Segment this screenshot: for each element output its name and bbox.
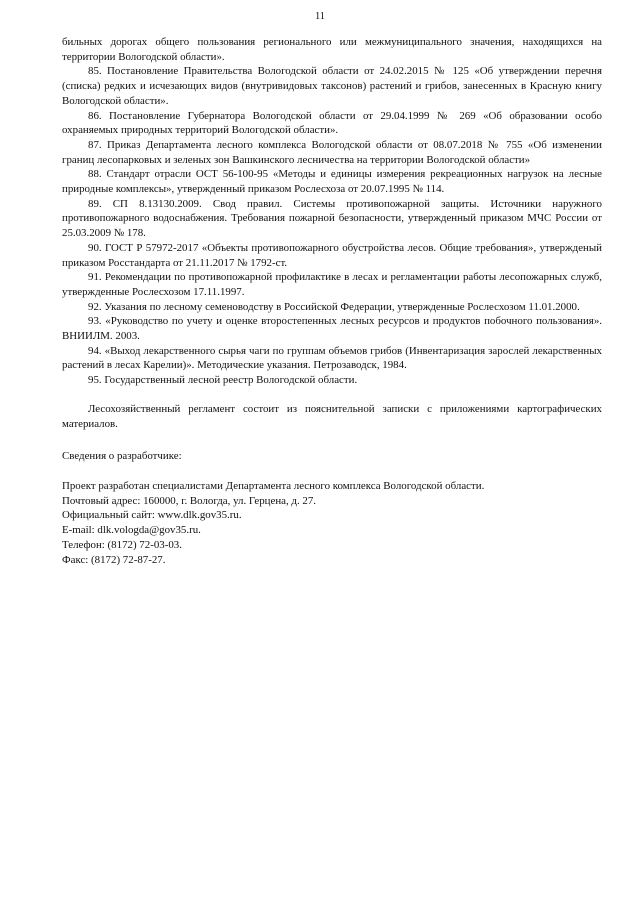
reference-item-88: 88. Стандарт отрасли ОСТ 56-100-95 «Методы и единицы измерения рекреационных нагрузок на лесные природные комплексы», утвержденный приказом Рослесхоза от 20.07.1995 № 114. xyxy=(62,168,602,196)
developer-fax: Факс: (8172) 72-87-27. xyxy=(62,553,166,566)
developer-details xyxy=(62,479,602,567)
reference-item-90: 90. ГОСТ Р 57972-2017 «Объекты противопожарного обустройства лесов. Общие требования», утвержденый приказом Росстандарта от 21.11.2017 № 1792-ст. xyxy=(62,241,602,269)
reference-item-94: 94. «Выход лекарственного сырья чаги по группам объемов грибов (Инвентаризация зарослей лекарственных растений в лесах Карелии)». Методические указания. Петрозаводск, 1984. xyxy=(62,344,602,372)
reference-item-87: 87. Приказ Департамента лесного комплекса Вологодской области от 08.07.2018 № 755 «Об изменении границ лесопарковых и зеленых зон Вашкинского лесничества на территории Вологодской области» xyxy=(62,138,602,166)
reference-item-92: 92. Указания по лесному семеноводству в Российской Федерации, утвержденные Рослесхозом 11.01.2000. xyxy=(88,300,580,313)
developer-heading: Сведения о разработчике: xyxy=(62,450,182,463)
reference-item-86: 86. Постановление Губернатора Вологодской области от 29.04.1999 № 269 «Об образовании особо охраняемых природных территорий Вологодской области». xyxy=(62,109,602,137)
reference-item-91: 91. Рекомендации по противопожарной профилактике в лесах и регламентации работы лесопожарных служб, утвержденные Рослесхозом 17.11.1997. xyxy=(62,271,602,298)
intro-fragment: бильных дорогах общего пользования регионального или межмуниципального значения, находящихся на территории Вологодской области». xyxy=(62,36,602,63)
developer-email: E-mail: dlk.vologda@gov35.ru. xyxy=(62,524,201,537)
document-body xyxy=(62,35,602,567)
page-number: 11 xyxy=(314,11,326,22)
reference-item-95: 95. Государственный лесной реестр Вологодской области. xyxy=(88,374,358,387)
developer-phone: Телефон: (8172) 72-03-03. xyxy=(62,538,182,551)
reference-item-93: 93. «Руководство по учету и оценке второстепенных лесных ресурсов и продуктов побочного пользования». ВНИИЛМ. 2003. xyxy=(62,315,602,343)
developer-website: Официальный сайт: www.dlk.gov35.ru. xyxy=(62,509,242,522)
reference-item-89: 89. СП 8.13130.2009. Свод правил. Системы противопожарной защиты. Источники наружного противопожарного водоснабжения. Требования пожарной безопасности, утвержденный приказом МЧС России от 25.03.2009 № 178. xyxy=(62,197,602,240)
reference-item-85: 85. Постановление Правительства Вологодской области от 24.02.2015 № 125 «Об утверждении перечня (списка) редких и исчезающих видов (внутривидовых таксонов) растений и грибов, занесенных в Красную книгу Вологодской области». xyxy=(62,65,602,107)
reference-list xyxy=(62,64,602,387)
regulation-note: Лесохозяйственный регламент состоит из пояснительной записки с приложениями картографических материалов. xyxy=(62,402,602,430)
developer-project: Проект разработан специалистами Департамента лесного комплекса Вологодской области. xyxy=(62,479,485,492)
developer-address: Почтовый адрес: 160000, г. Вологда, ул. Герцена, д. 27. xyxy=(62,494,317,507)
